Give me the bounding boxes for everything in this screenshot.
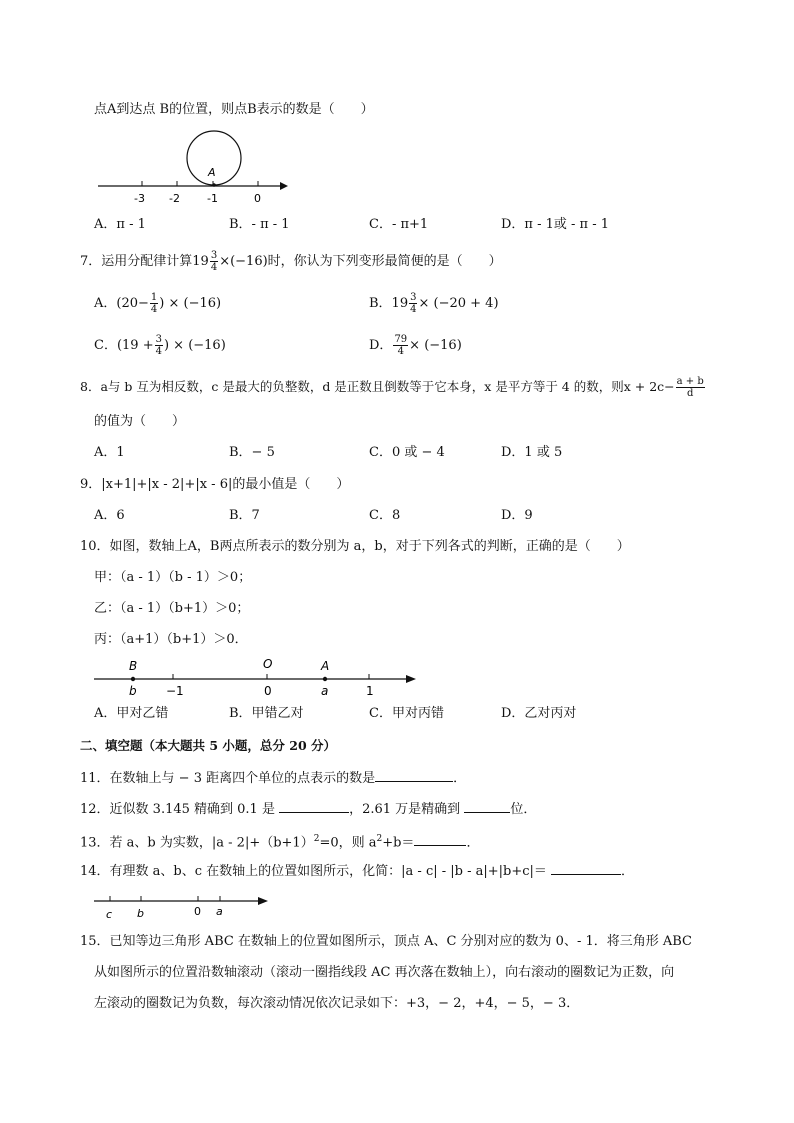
q9-option-c: C．8 xyxy=(369,508,401,523)
q12-answer-blank-2[interactable] xyxy=(464,799,510,813)
svg-text:a: a xyxy=(216,905,223,918)
q8-stem-continued: 的值为（ ） xyxy=(94,414,186,429)
q10-option-c: C．甲对丙错 xyxy=(369,706,444,721)
q10-option-b: B．甲错乙对 xyxy=(229,706,304,721)
q10-stem: 10．如图，数轴上A，B两点所表示的数分别为 a，b，对于下列各式的判断，正确的是（ ） xyxy=(80,539,630,554)
q7-option-d: D． $\frac{79}{4}$ × (−16) xyxy=(369,334,462,357)
q6-option-d: D．π - 1或 - π - 1 xyxy=(501,217,610,232)
q8-option-d: D．1 或 5 xyxy=(501,445,563,460)
svg-text:0: 0 xyxy=(264,684,272,698)
q14-answer-blank[interactable] xyxy=(551,861,621,875)
q10-statement-jia: 甲：（a - 1）（b - 1）＞0； xyxy=(94,570,252,585)
q9-option-d: D．9 xyxy=(501,508,533,523)
q8-option-c: C．0 或 − 4 xyxy=(369,445,445,460)
svg-text:a: a xyxy=(321,684,329,698)
q7-option-b: B．19 $\frac{3}{4}$ × (−20 + 4) xyxy=(369,292,499,315)
q12-answer-blank-1[interactable] xyxy=(279,799,349,813)
q6-option-c: C．- π+1 xyxy=(369,217,429,232)
q13-answer-blank[interactable] xyxy=(414,832,466,846)
q7-option-a: A．(20− $\frac{1}{4}$ ) × (−16) xyxy=(94,292,222,315)
circle-label-A: A xyxy=(208,166,216,179)
svg-text:b: b xyxy=(137,907,144,920)
svg-text:−1: −1 xyxy=(166,684,184,698)
q9-stem: 9．|x+1|+|x - 2|+|x - 6|的最小值是（ ） xyxy=(80,477,350,492)
q15-line-1: 15．已知等边三角形 ABC 在数轴上的位置如图所示，顶点 A、C 分别对应的数为 0、- 1．将三角形 ABC xyxy=(80,934,692,949)
q6-option-a: A．π - 1 xyxy=(94,217,146,232)
q10-option-d: D．乙对丙对 xyxy=(501,706,577,721)
svg-text:b: b xyxy=(129,684,137,698)
q14-stem: 14．有理数 a、b、c 在数轴上的位置如图所示，化简：|a - c| - |b - a|+|b+c|＝ ． xyxy=(80,861,634,881)
q15-line-2: 从如图所示的位置沿数轴滚动（滚动一圈指线段 AC 再次落在数轴上），向右滚动的圈数记为正数，向 xyxy=(94,965,675,980)
q8-option-b: B．− 5 xyxy=(229,445,275,460)
q7-stem-pre: 7．运用分配律计算19 xyxy=(80,254,209,269)
section-heading-fill-in: 二、填空题（本大题共 5 小题，总分 20 分） xyxy=(80,738,337,753)
q9-option-a: A．6 xyxy=(94,508,125,523)
q8-stem: 8．a与 b 互为相反数，c 是最大的负整数，d 是正数且倒数等于它本身，x 是平方等于 4 的数，则x + 2c− $\frac{a + b}{d}$ xyxy=(80,376,704,399)
svg-text:O: O xyxy=(263,657,273,671)
q7-stem-post: ×(−16)时，你认为下列变形最简便的是（ ） xyxy=(219,254,502,269)
tick-label: -3 xyxy=(134,192,145,205)
q12-stem: 12．近似数 3.145 精确到 0.1 是 ，2.61 万是精确到 位． xyxy=(80,799,536,819)
q6-number-line-figure xyxy=(90,128,300,208)
tick-label: -2 xyxy=(169,192,180,205)
q13-stem: 13．若 a、b 为实数，$|a - 2|+(b+1)^2=0$，则 $a^2+b=$ ． xyxy=(80,834,480,851)
q10-statement-bing: 丙：（a+1）（b+1）＞0． xyxy=(94,632,248,647)
svg-text:1: 1 xyxy=(366,684,374,698)
tick-label: -1 xyxy=(207,192,218,205)
q10-option-a: A．甲对乙错 xyxy=(94,706,169,721)
svg-text:c: c xyxy=(106,908,113,921)
tick-label: 0 xyxy=(254,192,261,205)
q10-statement-yi: 乙：（a - 1）（b+1）＞0； xyxy=(94,601,250,616)
q9-option-b: B．7 xyxy=(229,508,260,523)
q14-number-line-figure xyxy=(90,890,275,924)
q6-stem: 点A到达点 B的位置，则点B表示的数是（ ） xyxy=(94,102,374,117)
q7-option-c: C．(19 + $\frac{3}{4}$ ) × (−16) xyxy=(94,334,226,357)
q10-number-line-figure xyxy=(90,654,420,700)
q11-stem: 11．在数轴上与 − 3 距离四个单位的点表示的数是 ． xyxy=(80,768,466,788)
svg-text:B: B xyxy=(129,659,138,673)
q11-answer-blank[interactable] xyxy=(375,768,453,782)
svg-text:A: A xyxy=(321,659,330,673)
q7-stem-fraction: $\frac{3}{4}$ xyxy=(210,250,218,273)
q8-option-a: A．1 xyxy=(94,445,125,460)
q6-option-b: B．- π - 1 xyxy=(229,217,290,232)
q7-stem xyxy=(80,250,502,273)
svg-text:0: 0 xyxy=(194,905,201,918)
q15-line-3: 左滚动的圈数记为负数，每次滚动情况依次记录如下：+3，− 2，+4，− 5，− 3． xyxy=(94,996,580,1011)
